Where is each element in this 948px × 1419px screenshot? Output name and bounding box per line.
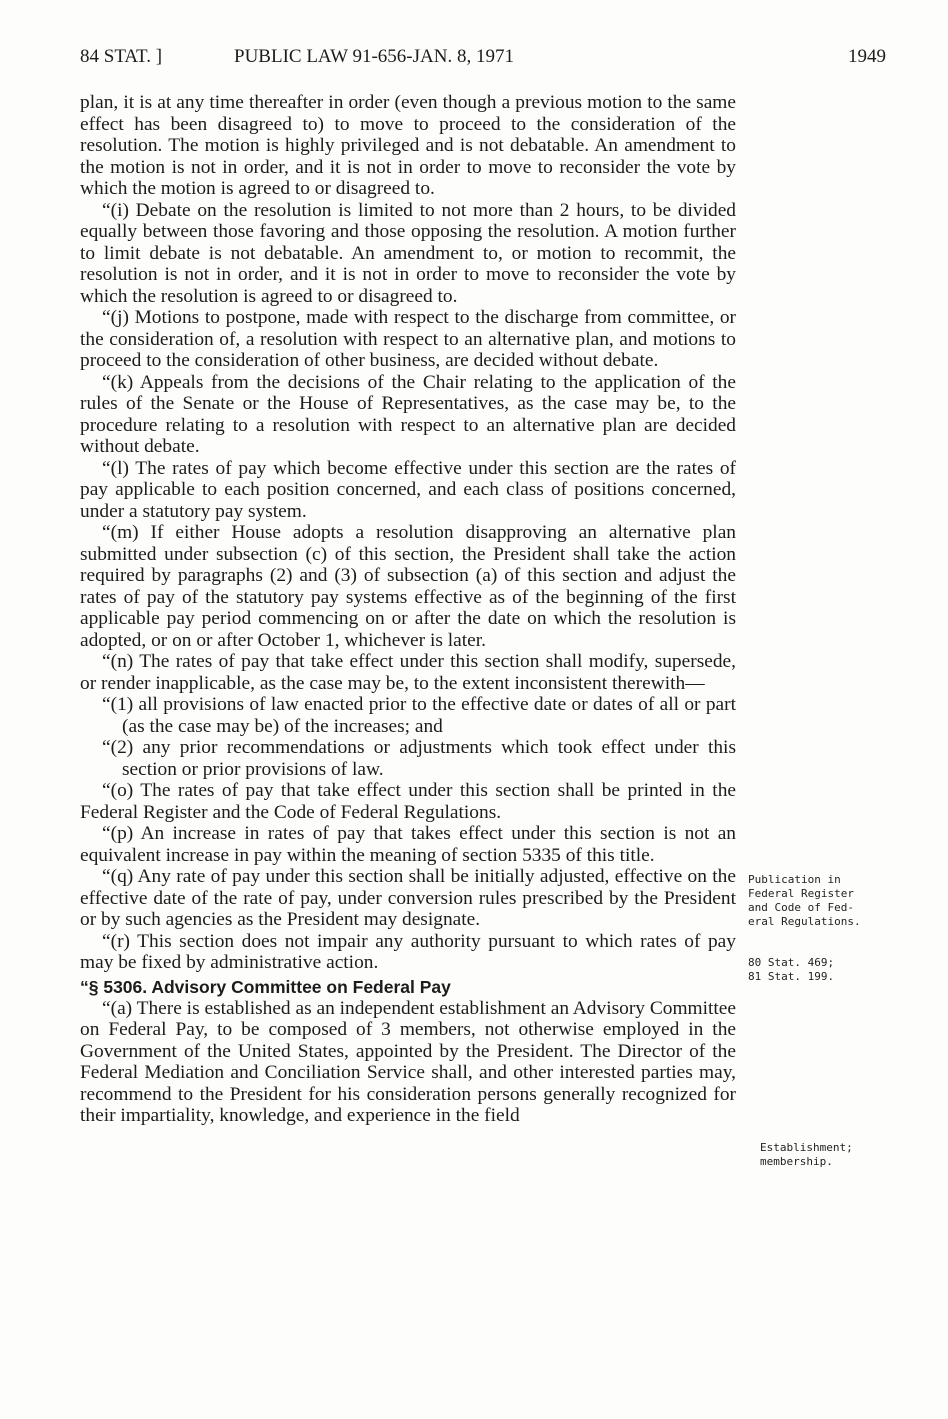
body-text	[80, 92, 736, 1127]
paragraph-i: “(i) Debate on the resolution is limited to not more than 2 hours, to be divided equally between those favoring and those opposing the resolution. A motion further to limit debate is not debatable. An amendment to, or motion to recommit, the resolution is not in order, and it is not in order to move to reconsider the vote by which the resolution is agreed to or disagreed to.	[80, 199, 736, 307]
note-line: 81 Stat. 199.	[748, 970, 835, 983]
paragraph-a-advisory: “(a) There is established as an independent establishment an Advisory Committee on Federal Pay, to be composed of 3 members, not otherwise employed in the Government of the United States, appointed by the President. The Director of the Federal Mediation and Conciliation Service shall, and other interested parties may, recommend to the President for his consideration persons generally recognized for their impartiality, knowledge, and experience in the field	[80, 997, 736, 1126]
page-number: 1949	[848, 46, 886, 67]
note-line: Publication in	[748, 873, 841, 886]
note-line: 80 Stat. 469;	[748, 956, 835, 969]
note-line: Federal Register	[748, 887, 854, 900]
section-heading: “§ 5306. Advisory Committee on Federal Pay	[80, 976, 451, 997]
paragraph-k: “(k) Appeals from the decisions of the Chair relating to the application of the rules of the Senate or the House of Representatives, as the case may be, to the procedure relating to a resolution with respect to an alternative plan are decided without debate.	[80, 371, 736, 457]
note-line: Establishment;	[760, 1141, 853, 1154]
paragraph-l: “(l) The rates of pay which become effective under this section are the rates of pay applicable to each position concerned, and each class of positions concerned, under a statutory pay system.	[80, 457, 736, 522]
law-title: PUBLIC LAW 91-656-JAN. 8, 1971	[234, 46, 514, 67]
margin-note-establishment	[760, 1141, 900, 1169]
note-line: eral Regulations.	[748, 915, 861, 928]
stat-reference: 84 STAT. ]	[80, 46, 163, 67]
paragraph-o: “(o) The rates of pay that take effect under this section shall be printed in the Federal Register and the Code of Federal Regulations.	[80, 780, 736, 823]
subitem-1: “(1) all provisions of law enacted prior to the effective date or dates of all or part (as the case may be) of the increases; and	[102, 694, 736, 737]
paragraph-r: “(r) This section does not impair any authority pursuant to which rates of pay may be fixed by administrative action.	[80, 930, 736, 973]
note-line: membership.	[760, 1155, 833, 1168]
paragraph-q: “(q) Any rate of pay under this section shall be initially adjusted, effective on the effective date of the rate of pay, under conversion rules prescribed by the President or by such agencies as the President may designate.	[80, 866, 736, 930]
note-line: and Code of Fed-	[748, 901, 854, 914]
paragraph-continued: plan, it is at any time thereafter in order (even though a previous motion to the same effect has been disagreed to) to move to proceed to the consideration of the resolution. The motion is highly privileged and is not debatable. An amendment to the motion is not in order, and it is not in order to move to reconsider the vote by which the motion is agreed to or disagreed to.	[80, 92, 736, 199]
paragraph-p: “(p) An increase in rates of pay that takes effect under this section is not an equivalent increase in pay within the meaning of section 5335 of this title.	[80, 823, 736, 866]
page-header	[80, 46, 886, 76]
subitem-2: “(2) any prior recommendations or adjustments which took effect under this section or prior provisions of law.	[102, 737, 736, 780]
paragraph-j: “(j) Motions to postpone, made with respect to the discharge from committee, or the consideration of, a resolution with respect to an alternative plan, and motions to proceed to the consideration of other business, are decided without debate.	[80, 307, 736, 371]
margin-note-citation	[748, 956, 888, 984]
paragraph-m: “(m) If either House adopts a resolution disapproving an alternative plan submitted under subsection (c) of this section, the President shall take the action required by paragraphs (2) and (3) of subsection (a) of this section and adjust the rates of pay of the statutory pay systems effective as of the beginning of the first applicable pay period commencing on or after the date on which the resolution is adopted, or on or after October 1, whichever is later.	[80, 522, 736, 651]
paragraph-n: “(n) The rates of pay that take effect under this section shall modify, supersede, or render inapplicable, as the case may be, to the extent inconsistent therewith—	[80, 651, 736, 694]
margin-note-publication	[748, 873, 888, 929]
